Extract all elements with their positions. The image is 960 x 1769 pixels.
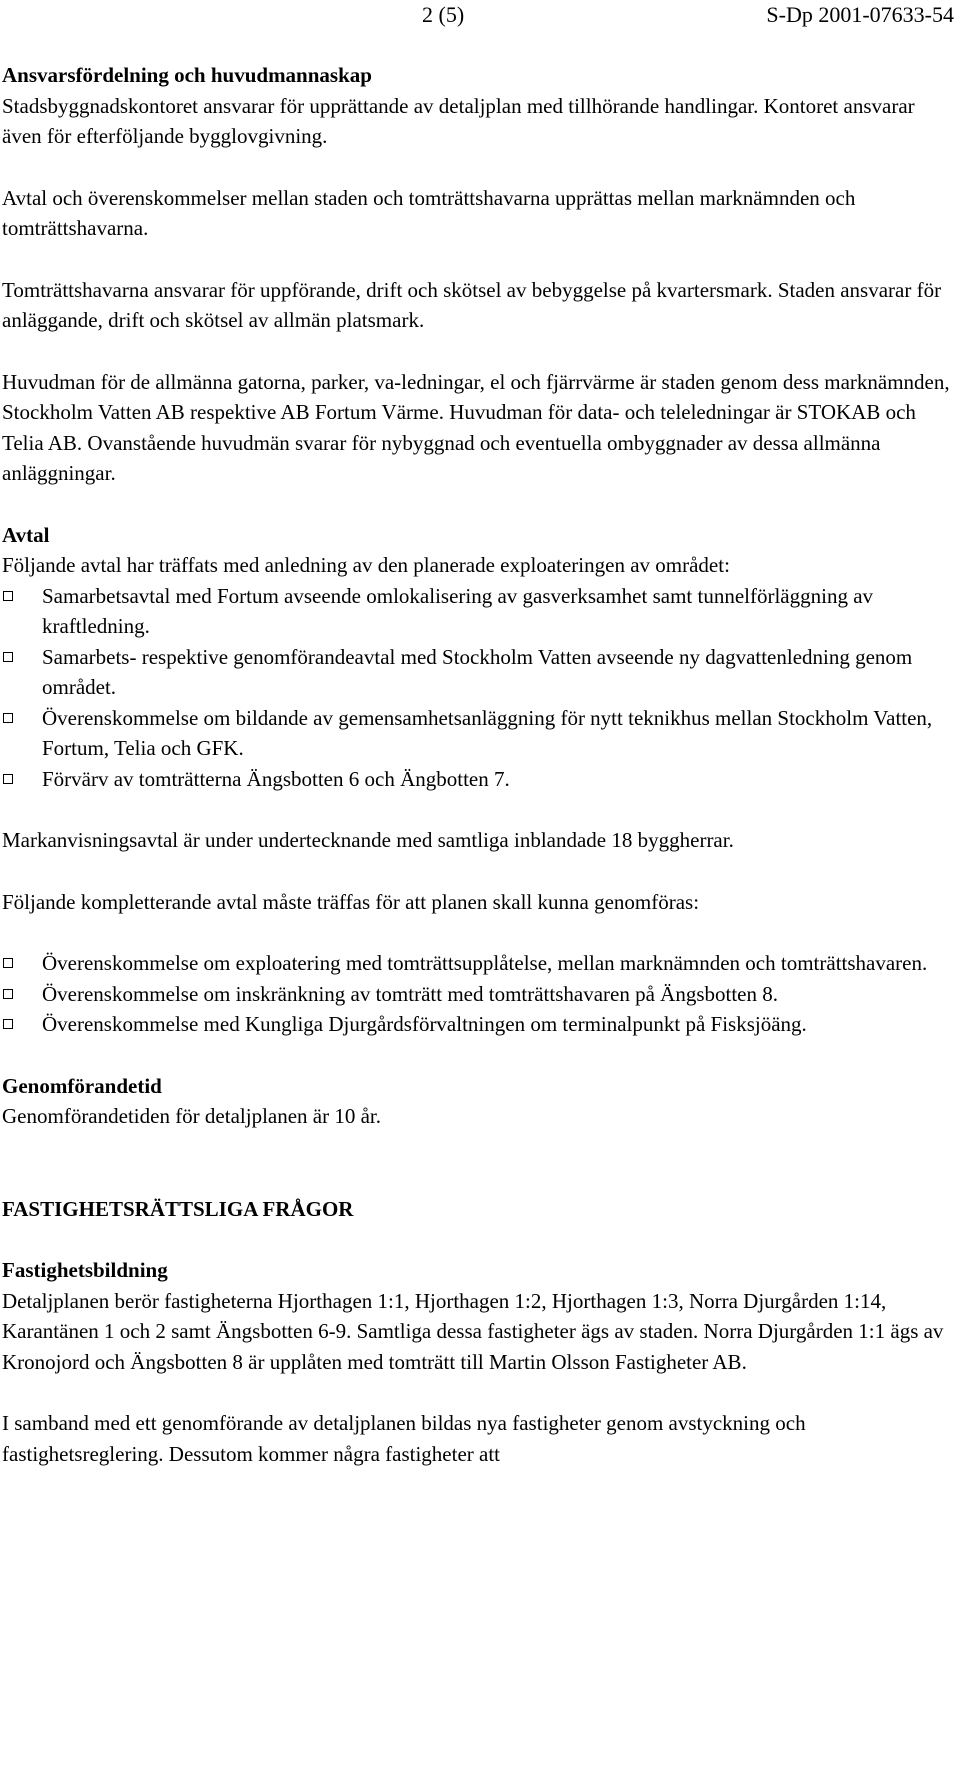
list-item: Samarbets- respektive genomförandeavtal med Stockholm Vatten avseende ny dagvattenledning genom området. (2, 642, 954, 703)
page-header (0, 0, 960, 36)
page-number: 2 (5) (422, 2, 465, 27)
list-item: Överenskommelse om inskränkning av tomträtt med tomträttshavaren på Ängsbotten 8. (2, 979, 954, 1010)
checkbox-square-icon (3, 989, 13, 999)
checkbox-square-icon (3, 652, 13, 662)
list-item: Samarbetsavtal med Fortum avseende omlokalisering av gasverksamhet samt tunnelförläggning av kraftledning. (2, 581, 954, 642)
checkbox-square-icon (3, 774, 13, 784)
agreement-list (2, 581, 954, 795)
heading-avtal: Avtal (2, 522, 50, 547)
supplementary-agreement-list (2, 948, 954, 1040)
checkbox-square-icon (3, 958, 13, 968)
heading-genomforandetid: Genomförandetid (2, 1073, 162, 1098)
heading-ansvarsfordelning: Ansvarsfördelning och huvudmannaskap (2, 63, 372, 87)
paragraph: Markanvisningsavtal är under undertecknande med samtliga inblandade 18 byggherrar. (2, 828, 734, 852)
list-item: Förvärv av tomträtterna Ängsbotten 6 och Ängbotten 7. (2, 764, 954, 795)
heading-fastighetsrattsliga-fragor: FASTIGHETSRÄTTSLIGA FRÅGOR (2, 1196, 354, 1221)
paragraph: Följande avtal har träffats med anledning av den planerade exploateringen av området: (2, 553, 730, 577)
paragraph: Avtal och överenskommelser mellan staden och tomträttshavarna upprättas mellan marknämnden och tomträttshavarna. (2, 185, 856, 240)
paragraph: I samband med ett genomförande av detaljplanen bildas nya fastigheter genom avstyckning och fastighetsreglering. Dessutom kommer några fastigheter att (2, 1411, 806, 1466)
checkbox-square-icon (3, 713, 13, 723)
paragraph: Följande kompletterande avtal måste träffas för att planen skall kunna genomföras: (2, 889, 700, 914)
paragraph: Detaljplanen berör fastigheterna Hjorthagen 1:1, Hjorthagen 1:2, Hjorthagen 1:3, Norra Djurgården 1:14, Karantänen 1 och 2 samt Ängsbotten 6-9. Samtliga dessa fastigheter ägs av staden. Norra Djurgården 1:1 ägs av Kronojord och Ängsbotten 8 är upplåten med tomträtt till Martin Olsson Fastigheter AB. (2, 1288, 944, 1374)
checkbox-square-icon (3, 1019, 13, 1029)
list-item: Överenskommelse med Kungliga Djurgårdsförvaltningen om terminalpunkt på Fisksjöäng. (2, 1009, 954, 1040)
paragraph: Huvudman för de allmänna gatorna, parker, va-ledningar, el och fjärrvärme är staden genom dess marknämnden, Stockholm Vatten AB respektive AB Fortum Värme. Huvudman för data- och teleledningar är STOKAB och Telia AB. Ovanstående huvudmän svarar för nybyggnad och eventuella ombyggnader av dessa allmänna anläggningar. (2, 369, 950, 485)
list-item: Överenskommelse om bildande av gemensamhetsanläggning för nytt teknikhus mellan Stockholm Vatten, Fortum, Telia och GFK. (2, 703, 954, 764)
document-id: S-Dp 2001-07633-54 (766, 2, 954, 27)
paragraph: Genomförandetiden för detaljplanen är 10 år. (2, 1104, 382, 1128)
list-item: Överenskommelse om exploatering med tomträttsupplåtelse, mellan marknämnden och tomträttshavaren. (2, 948, 954, 979)
paragraph: Tomträttshavarna ansvarar för uppförande, drift och skötsel av bebyggelse på kvartersmark. Staden ansvarar för anläggande, drift och skötsel av allmän platsmark. (2, 277, 942, 332)
paragraph: Stadsbyggnadskontoret ansvarar för upprättande av detaljplan med tillhörande handlingar. Kontoret ansvarar även för efterföljande bygglovgivning. (2, 93, 915, 148)
document-body (2, 60, 954, 1469)
checkbox-square-icon (3, 591, 13, 601)
heading-fastighetsbildning: Fastighetsbildning (2, 1258, 168, 1282)
